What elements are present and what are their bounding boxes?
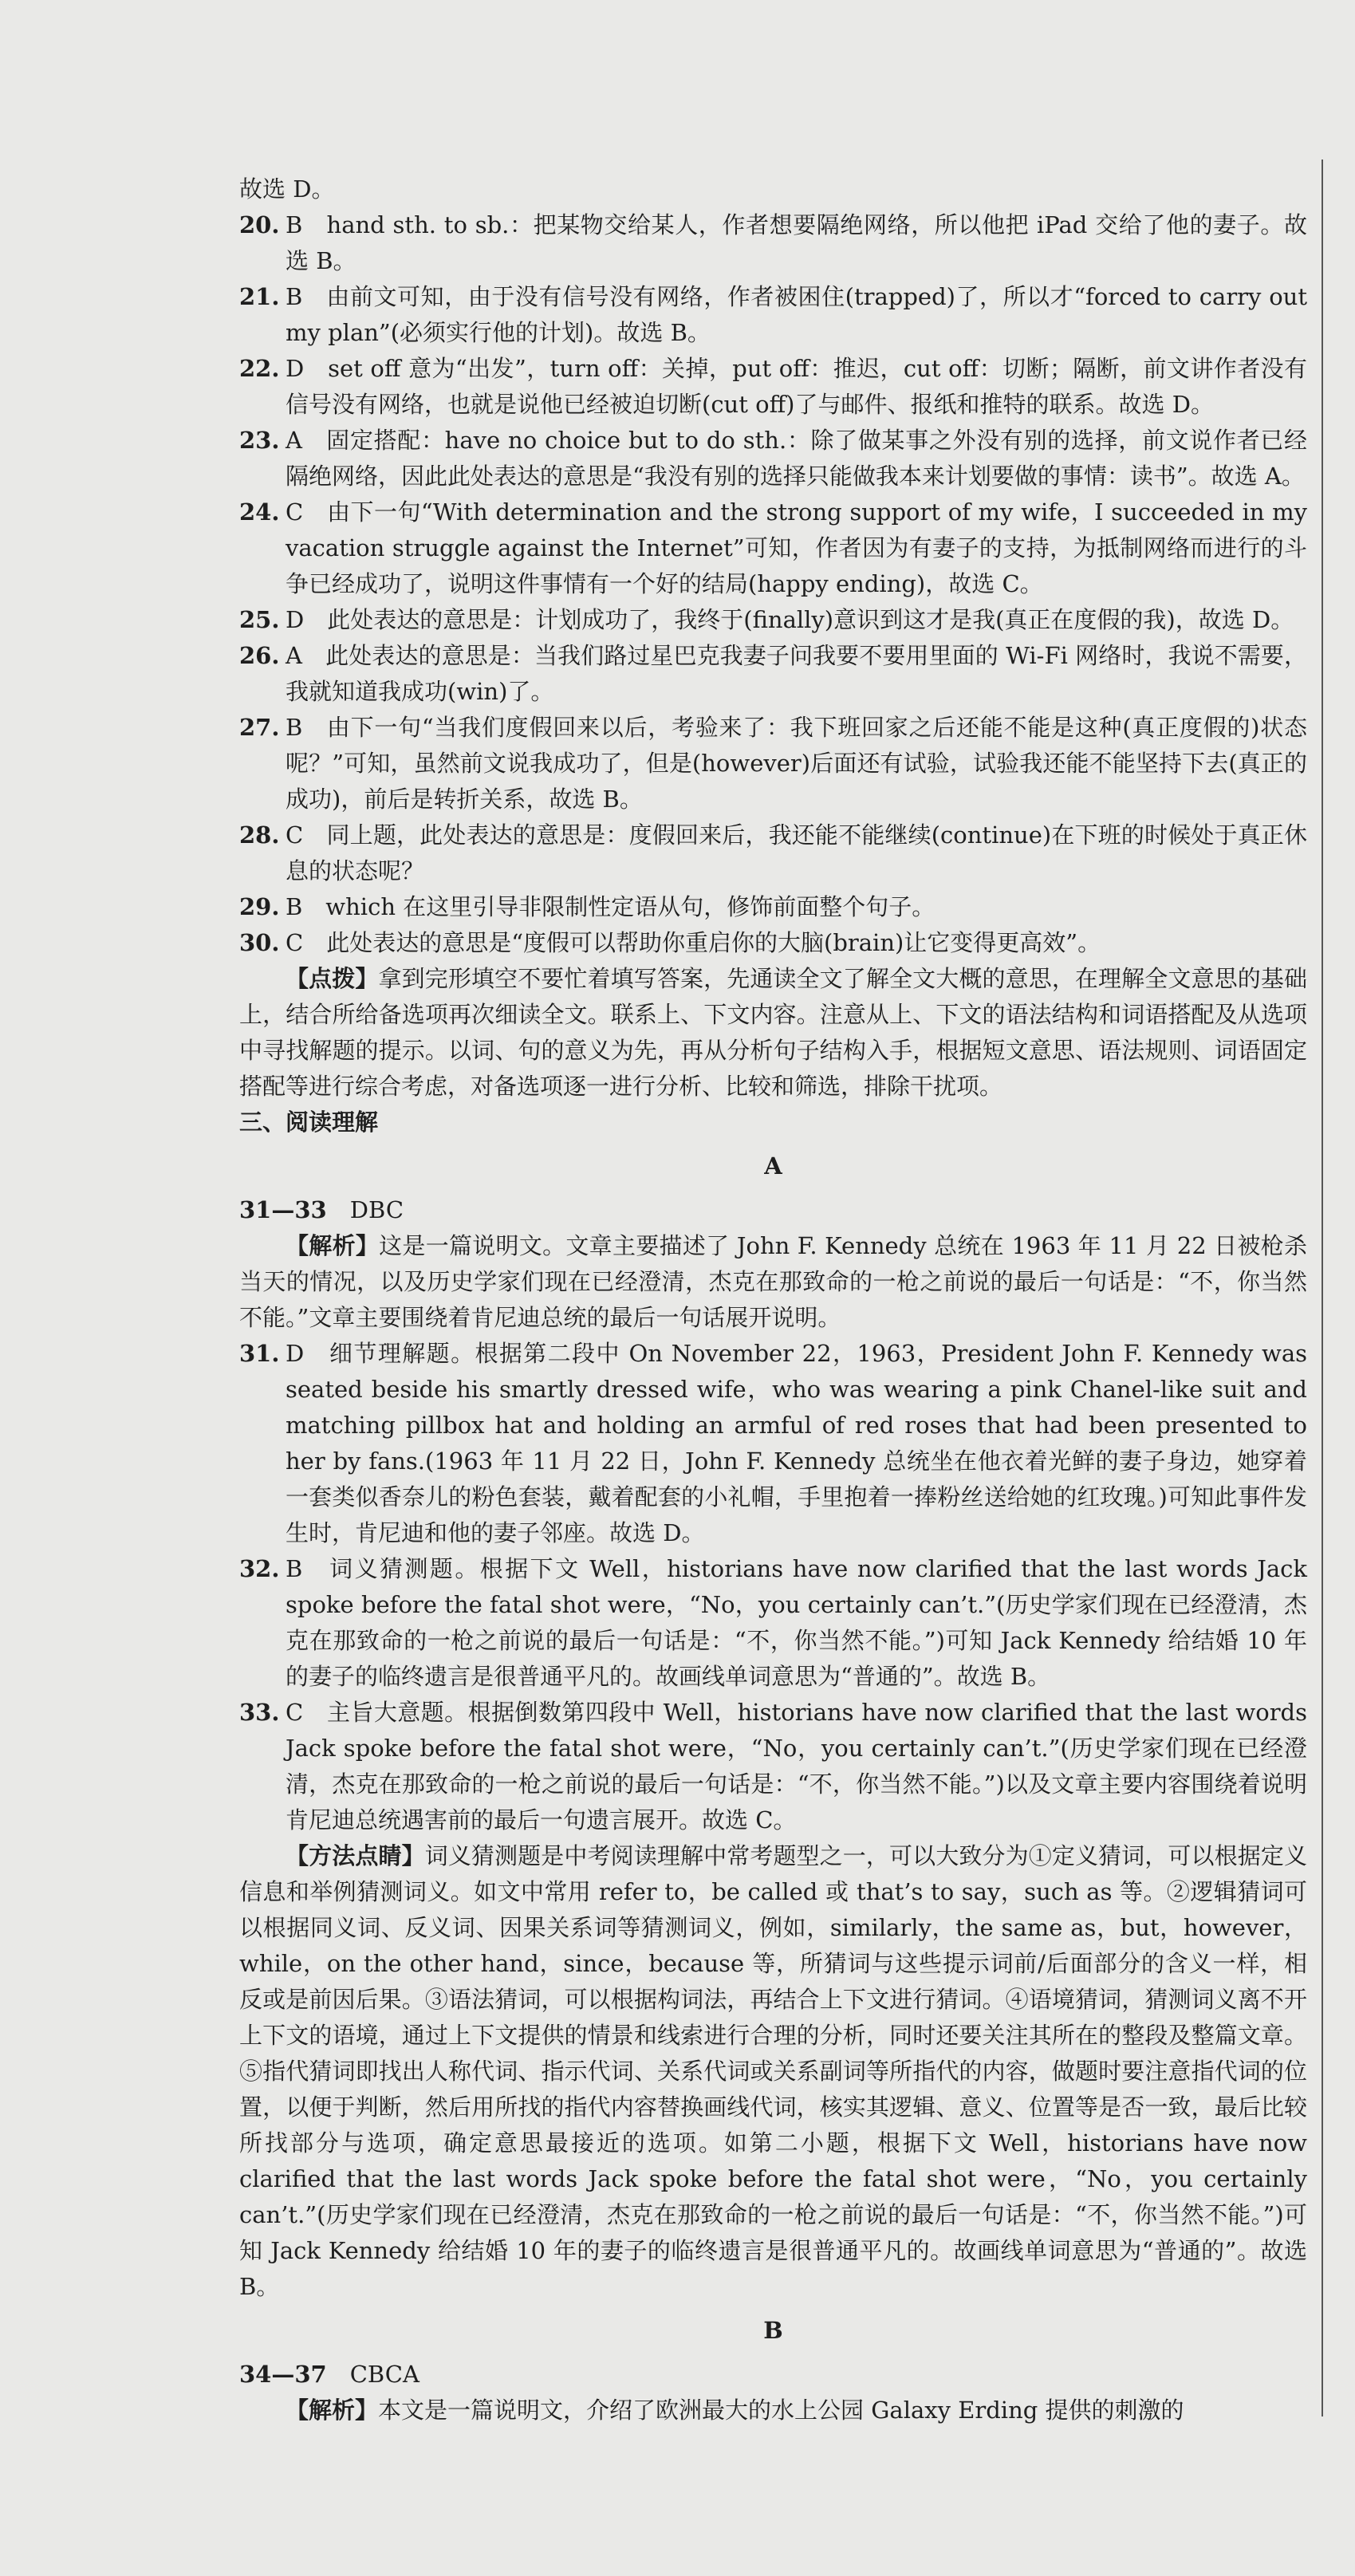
question-number: 31. [239, 1340, 280, 1367]
answer-explanation: B which 在这里引导非限制性定语从句，修饰前面整个句子。 [286, 893, 936, 920]
analysis-tag: 【解析】 [286, 1232, 380, 1259]
passage-b-analysis [239, 2393, 1307, 2428]
question-number: 20. [239, 211, 280, 238]
answer-range: 31—33 [239, 1196, 327, 1223]
section-title: 三、阅读理解 [239, 1109, 379, 1136]
question-number: 32. [239, 1555, 280, 1582]
passage-a-label: A [764, 1152, 782, 1180]
question-number: 33. [239, 1699, 280, 1726]
question-number: 22. [239, 355, 280, 382]
question-number: 26. [239, 642, 280, 669]
answer-item [239, 351, 1307, 423]
answer-keys: CBCA [349, 2361, 419, 2388]
question-number: 27. [239, 714, 280, 741]
question-number: 30. [239, 929, 280, 956]
passage-a-analysis [239, 1228, 1307, 1336]
question-number: 29. [239, 893, 280, 920]
answer-item [239, 423, 1307, 494]
answer-item [239, 925, 1307, 961]
answer-item [239, 1336, 1307, 1551]
answer-explanation: D set off 意为“出发”，turn off：关掉，put off：推迟，cut off：切断；隔断，前文讲作者没有信号没有网络，也就是说他已经被迫切断(cut off)了与邮件、报纸和推特的联系。故选 D。 [286, 355, 1307, 418]
passage-b-answers [239, 2357, 1307, 2393]
answer-explanation: A 固定搭配：have no choice but to do sth.：除了做某事之外没有别的选择，前文说作者已经隔绝网络，因此此处表达的意思是“我没有别的选择只能做我本来计划要做的事情：读书”。故选 A。 [286, 427, 1307, 490]
question-number: 25. [239, 606, 280, 633]
tip-text: 拿到完形填空不要忙着填写答案，先通读全文了解全文大概的意思，在理解全文意思的基础上，结合所给备选项再次细读全文。联系上、下文内容。注意从上、下文的语法结构和词语搭配及从选项中寻找解题的提示。以词、句的意义为先，再从分析句子结构入手，根据短文意思、语法规则、词语固定搭配等进行综合考虑，对备选项逐一进行分析、比较和筛选，排除干扰项。 [239, 965, 1307, 1100]
answer-explanation: A 此处表达的意思是：当我们路过星巴克我妻子问我要不要用里面的 Wi-Fi 网络时，我说不需要，我就知道我成功(win)了。 [286, 642, 1307, 705]
tip-paragraph [239, 961, 1307, 1105]
answer-item [239, 889, 1307, 925]
answer-item [239, 602, 1307, 638]
answer-explanation: B 词义猜测题。根据下文 Well，historians have now clarified that the last words Jack spoke before the fatal shot were，“No，you certainly can’t.”(历史学家们现在已经澄清，杰克在那致命的一枪之前说的最后一句话是：“不，你当然不能。”)可知 Jack Kennedy 给结婚 10 年的妻子的临终遗言是很普通平凡的。故画线单词意思为“普通的”。故选 B。 [286, 1555, 1307, 1690]
intro-line: 故选 D。 [239, 175, 335, 203]
method-paragraph [239, 1838, 1307, 2305]
analysis-text: 本文是一篇说明文，介绍了欧洲最大的水上公园 Galaxy Erding 提供的刺激的 [378, 2397, 1184, 2424]
question-number: 21. [239, 283, 280, 310]
answer-item [239, 494, 1307, 602]
analysis-text: 这是一篇说明文。文章主要描述了 John F. Kennedy 总统在 1963 年 11 月 22 日被枪杀当天的情况，以及历史学家们现在已经澄清，杰克在那致命的一枪之前说的最后一句话是：“不，你当然不能。”文章主要围绕着肯尼迪总统的最后一句话展开说明。 [239, 1232, 1307, 1331]
answer-explanation: B 由下一句“当我们度假回来以后，考验来了：我下班回家之后还能不能是这种(真正度假的)状态呢？”可知，虽然前文说我成功了，但是(however)后面还有试验，试验我还能不能坚持下去(真正的成功)，前后是转折关系，故选 B。 [286, 714, 1307, 813]
passage-a-answers [239, 1192, 1307, 1228]
question-number: 24. [239, 498, 280, 526]
answer-item [239, 817, 1307, 889]
answer-explanation: C 此处表达的意思是“度假可以帮助你重启你的大脑(brain)让它变得更高效”。 [286, 929, 1101, 956]
question-number: 23. [239, 427, 280, 454]
answer-item [239, 207, 1307, 279]
answer-keys: DBC [349, 1196, 404, 1223]
answer-explanation: C 主旨大意题。根据倒数第四段中 Well，historians have now clarified that the last words Jack spoke before the fatal shot were，“No，you certainly can’t.”(历史学家们现在已经澄清，杰克在那致命的一枪之前说的最后一句话是：“不，你当然不能。”)以及文章主要内容围绕着说明肯尼迪总统遇害前的最后一句遗言展开。故选 C。 [286, 1699, 1307, 1834]
analysis-tag: 【解析】 [286, 2397, 379, 2424]
answer-explanation: D 细节理解题。根据第二段中 On November 22，1963，President John F. Kennedy was seated beside his smartly dressed wife，who was wearing a pink Chanel-like suit and matching pillbox hat and holding an armful of red roses that had been presented to her by fans.(1963 年 11 月 22 日，John F. Kennedy 总统坐在他衣着光鲜的妻子身边，她穿着一套类似香奈儿的粉色套装，戴着配套的小礼帽，手里抱着一捧粉丝送给她的红玫瑰。)可知此事件发生时，肯尼迪和他的妻子邻座。故选 D。 [286, 1340, 1307, 1546]
answer-explanation: C 同上题，此处表达的意思是：度假回来后，我还能不能继续(continue)在下班的时候处于真正休息的状态呢？ [286, 821, 1307, 884]
answer-item [239, 1695, 1307, 1838]
answer-explanation: B 由前文可知，由于没有信号没有网络，作者被困住(trapped)了，所以才“forced to carry out my plan”(必须实行他的计划)。故选 B。 [286, 283, 1307, 346]
cloze-answer-list [239, 207, 1307, 961]
answer-item [239, 1551, 1307, 1695]
answer-item [239, 279, 1307, 351]
answer-item [239, 638, 1307, 710]
method-tag: 【方法点睛】 [286, 1842, 425, 1869]
answer-explanation: B hand sth. to sb.：把某物交给某人，作者想要隔绝网络，所以他把 iPad 交给了他的妻子。故选 B。 [286, 211, 1307, 274]
answer-range: 34—37 [239, 2361, 327, 2388]
passage-b-label: B [763, 2317, 783, 2344]
passage-a-answer-list [239, 1336, 1307, 1838]
answer-item [239, 710, 1307, 817]
tip-tag: 【点拨】 [286, 965, 379, 992]
question-number: 28. [239, 821, 280, 849]
margin-rule [1322, 160, 1323, 2416]
answer-explanation: C 由下一句“With determination and the strong support of my wife，I succeeded in my vacation struggle against the Internet”可知，作者因为有妻子的支持，为抵制网络而进行的斗争已经成功了，说明这件事情有一个好的结局(happy ending)，故选 C。 [286, 498, 1307, 597]
method-text: 词义猜测题是中考阅读理解中常考题型之一，可以大致分为①定义猜词，可以根据定义信息和举例猜测词义。如文中常用 refer to，be called 或 that’s to say，such as 等。②逻辑猜词可以根据同义词、反义词、因果关系词等猜测词义，例如，similarly，the same as，but，however，while，on the other hand，since，because 等，所猜词与这些提示词前/后面部分的含义一样，相反或是前因后果。③语法猜词，可以根据构词法，再结合上下文进行猜词。④语境猜词，猜测词义离不开上下文的语境，通过上下文提供的情景和线索进行合理的分析，同时还要关注其所在的整段及整篇文章。⑤指代猜词即找出人称代词、指示代词、关系代词或关系副词等所指代的内容，做题时要注意指代词的位置，以便于判断，然后用所找的指代内容替换画线代词，核实其逻辑、意义、位置等是否一致，最后比较所找部分与选项，确定意思最接近的选项。如第二小题，根据下文 Well，historians have now clarified that the last words Jack spoke before the fatal shot were，“No，you certainly can’t.”(历史学家们现在已经澄清，杰克在那致命的一枪之前说的最后一句话是：“不，你当然不能。”)可知 Jack Kennedy 给结婚 10 年的妻子的临终遗言是很普通平凡的。故画线单词意思为“普通的”。故选 B。 [239, 1842, 1307, 2300]
answer-explanation: D 此处表达的意思是：计划成功了，我终于(finally)意识到这才是我(真正在度假的我)，故选 D。 [286, 606, 1294, 633]
